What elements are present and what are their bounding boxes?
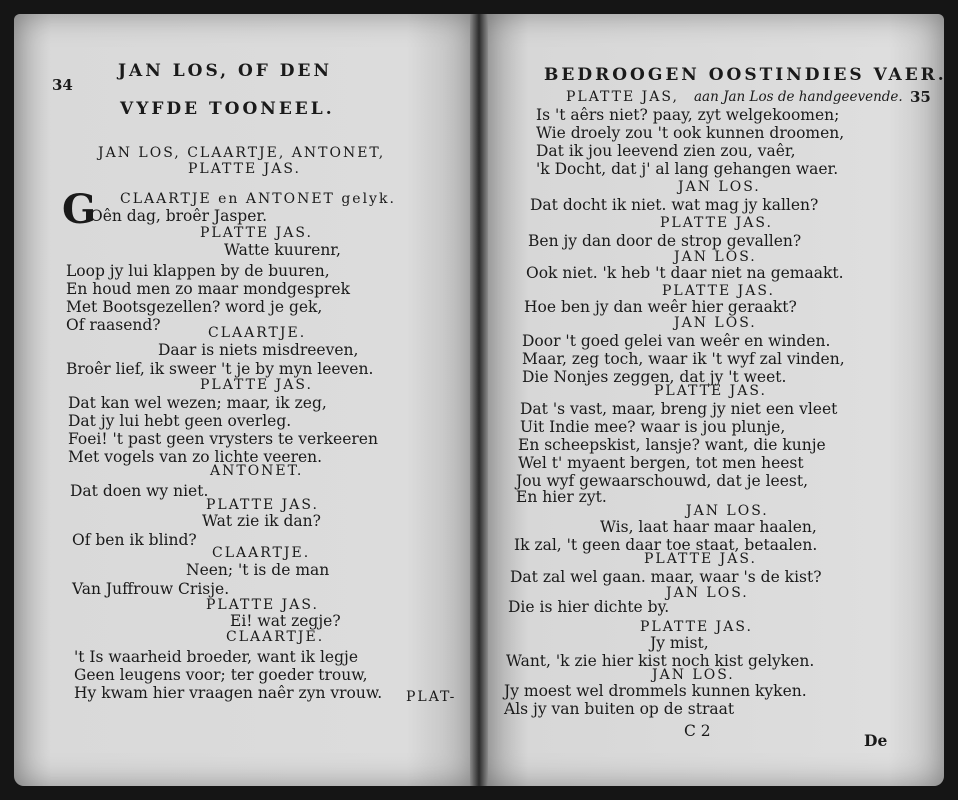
verse-line: Wie droely zou 't ook kunnen droomen, (536, 124, 845, 142)
verse-line: Of raasend? (66, 316, 161, 334)
running-head: JAN LOS, OF DEN (118, 61, 332, 81)
speaker-label: PLATTE JAS. (200, 377, 313, 393)
verse-line: Is 't aêrs niet? paay, zyt welgekoomen; (536, 106, 840, 124)
catchword: De (864, 731, 888, 750)
speaker-label: PLATTE JAS, (566, 89, 679, 105)
speaker-label: PLATTE JAS. (206, 497, 319, 513)
verse-line: Jy mist, (650, 634, 709, 652)
speaker-label: PLATTE JAS. (654, 383, 767, 399)
page-number: 35 (910, 88, 931, 106)
verse-line: Wis, laat haar maar haalen, (600, 518, 817, 536)
verse-line: Ook niet. 'k heb 't daar niet na gemaakt. (526, 264, 844, 282)
verse-line: Dat doen wy niet. (70, 482, 209, 500)
verse-line: Dat 's vast, maar, breng jy niet een vleet (520, 400, 838, 418)
page-number: 34 (52, 76, 73, 94)
verse-line: Foei! 't past geen vrysters te verkeeren (68, 430, 378, 448)
speaker-label: CLAARTJE en ANTONET gelyk. (120, 191, 396, 207)
verse-line: En houd men zo maar mondgesprek (66, 280, 350, 298)
verse-line: 'k Docht, dat j' al lang gehangen waer. (536, 160, 839, 178)
verse-line: Loop jy lui klappen by de buuren, (66, 262, 330, 280)
verse-line: Geen leugens voor; ter goeder trouw, (74, 666, 368, 684)
speaker-label: PLATTE JAS. (660, 215, 773, 231)
verse-line: Dat ik jou leevend zien zou, vaêr, (536, 142, 796, 160)
verse-line: Wat zie ik dan? (202, 512, 321, 530)
speaker-label: CLAARTJE. (208, 325, 307, 341)
verse-line: En hier zyt. (516, 488, 607, 506)
verse-line: Uit Indie mee? waar is jou plunje, (520, 418, 786, 436)
verse-line: Watte kuurenr, (224, 241, 341, 259)
verse-line: Dat kan wel wezen; maar, ik zeg, (68, 394, 327, 412)
speaker-label: PLATTE JAS. (200, 225, 313, 241)
verse-line: Jy moest wel drommels kunnen kyken. (504, 682, 807, 700)
verse-line: En scheepskist, lansje? want, die kunje (518, 436, 826, 454)
verse-line: Neen; 't is de man (186, 561, 330, 579)
verse-line: Hy kwam hier vraagen naêr zyn vrouw. (74, 684, 383, 702)
verse-line: Van Juffrouw Crisje. (72, 580, 230, 598)
cast-list-line: PLATTE JAS. (188, 161, 301, 177)
speaker-label: PLATTE JAS. (662, 283, 775, 299)
book-gutter (470, 14, 488, 786)
verse-line: Dat zal wel gaan. maar, waar 's de kist? (510, 568, 822, 586)
speaker-label: PLATTE JAS. (644, 551, 757, 567)
verse-line: Hoe ben jy dan weêr hier geraakt? (524, 298, 797, 316)
verse-line: Die Nonjes zeggen, dat jy 't weet. (522, 368, 787, 386)
verse-line: Dat jy lui hebt geen overleg. (68, 412, 292, 430)
verse-line: Als jy van buiten op de straat (504, 700, 735, 718)
speaker-label: JAN LOS. (652, 667, 735, 683)
verse-line: Met Bootsgezellen? word je gek, (66, 298, 323, 316)
speaker-label: JAN LOS. (686, 503, 769, 519)
verse-line: Daar is niets misdreeven, (158, 341, 359, 359)
verse-line: Want, 'k zie hier kist noch kist gelyken. (506, 652, 815, 670)
verse-line: 't Is waarheid broeder, want ik legje (74, 648, 358, 666)
catchword: PLAT- (406, 689, 457, 705)
speaker-label: JAN LOS. (674, 315, 757, 331)
verse-line: Met vogels van zo lichte veeren. (68, 448, 323, 466)
verse-line: Broêr lief, ik sweer 't je by myn leeven. (66, 360, 374, 378)
speaker-label: CLAARTJE. (226, 629, 325, 645)
drop-cap: G (62, 186, 97, 233)
speaker-label: JAN LOS. (666, 585, 749, 601)
verse-line: Oên dag, broêr Jasper. (90, 207, 268, 225)
speaker-label: JAN LOS. (678, 179, 761, 195)
speaker-label: JAN LOS. (674, 249, 757, 265)
verse-line: Of ben ik blind? (72, 531, 197, 549)
verse-line: Die is hier dichte by. (508, 598, 670, 616)
speaker-label: PLATTE JAS. (206, 597, 319, 613)
speaker-label: PLATTE JAS. (640, 619, 753, 635)
verse-line: Wel t' myaent bergen, tot men heest (518, 454, 804, 472)
cast-list-line: JAN LOS, CLAARTJE, ANTONET, (98, 145, 386, 161)
verse-line: Jou wyf gewaarschouwd, dat je leest, (516, 472, 809, 490)
stage-direction: aan Jan Los de handgeevende. (694, 89, 903, 105)
speaker-label: ANTONET. (210, 463, 304, 479)
verse-line: Ei! wat zegje? (230, 612, 341, 630)
verse-line: Dat docht ik niet. wat mag jy kallen? (530, 196, 819, 214)
running-head: BEDROOGEN OOSTINDIES VAER. (544, 65, 947, 85)
verse-line: Ik zal, 't geen daar toe staat, betaalen. (514, 536, 818, 554)
verse-line: Ben jy dan door de strop gevallen? (528, 232, 802, 250)
signature-mark: C 2 (684, 722, 711, 740)
scene-title: VYFDE TOONEEL. (120, 99, 335, 119)
verse-line: Maar, zeg toch, waar ik 't wyf zal vinden, (522, 350, 845, 368)
speaker-label: CLAARTJE. (212, 545, 311, 561)
verse-line: Door 't goed gelei van weêr en winden. (522, 332, 831, 350)
